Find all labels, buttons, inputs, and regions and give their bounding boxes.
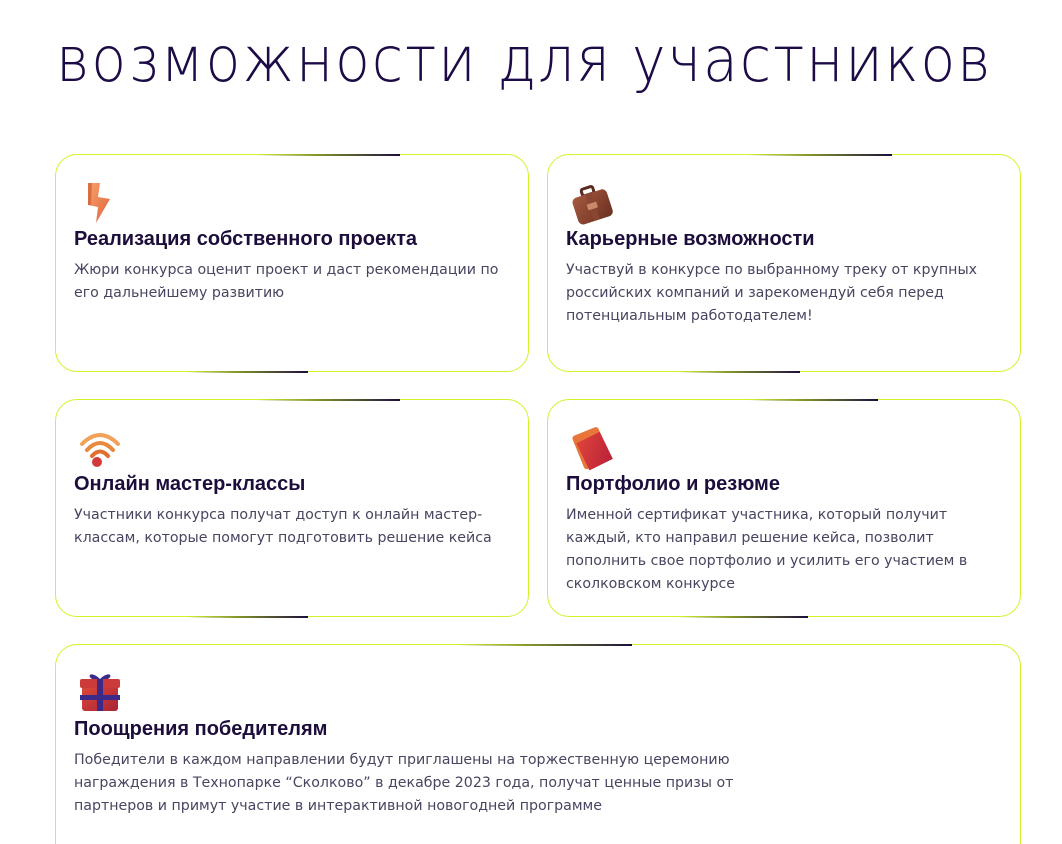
feature-card-project xyxy=(55,154,529,372)
card-accent-line xyxy=(748,399,878,401)
card-title: Карьерные возможности xyxy=(566,228,815,250)
card-description: Участники конкурса получат доступ к онлайн мастер-классам, которые помогут подготовить решение кейса xyxy=(74,507,492,546)
folder-icon xyxy=(570,424,614,472)
wifi-icon xyxy=(78,424,122,472)
briefcase-icon xyxy=(570,179,614,227)
card-title: Онлайн мастер-классы xyxy=(74,473,306,495)
card-description: Именной сертификат участника, который получит каждый, кто направил решение кейса, позволит пополнить свое портфолио и усилить его участием в сколковском конкурсе xyxy=(566,507,968,592)
card-description: Жюри конкурса оценит проект и даст рекомендации по его дальнейшему развитию xyxy=(74,262,499,301)
card-accent-line xyxy=(678,371,800,373)
card-accent-line xyxy=(186,371,308,373)
gift-icon xyxy=(78,669,122,717)
card-title: Реализация собственного проекта xyxy=(74,228,417,250)
feature-card-masterclasses xyxy=(55,399,529,617)
feature-card-portfolio xyxy=(547,399,1021,617)
card-accent-line xyxy=(678,616,808,618)
card-description: Победители в каждом направлении будут приглашены на торжественную церемонию награждения в Технопарке “Сколково” в декабре 2023 года, получат ценные призы от партнеров и примут участие в интерактивной новогодней программе xyxy=(74,752,734,814)
card-accent-line xyxy=(186,616,308,618)
card-accent-line xyxy=(456,644,632,646)
feature-card-career xyxy=(547,154,1021,372)
page-title: возможности для участников xyxy=(56,23,993,96)
card-accent-line xyxy=(256,154,400,156)
card-title: Портфолио и резюме xyxy=(566,473,780,495)
lightning-icon xyxy=(78,179,122,227)
card-accent-line xyxy=(748,154,892,156)
card-description: Участвуй в конкурсе по выбранному треку от крупных российских компаний и зарекомендуй себя перед потенциальным работодателем! xyxy=(566,262,978,324)
card-accent-line xyxy=(256,399,400,401)
card-title: Поощрения победителям xyxy=(74,718,328,740)
feature-card-rewards xyxy=(55,644,1021,844)
